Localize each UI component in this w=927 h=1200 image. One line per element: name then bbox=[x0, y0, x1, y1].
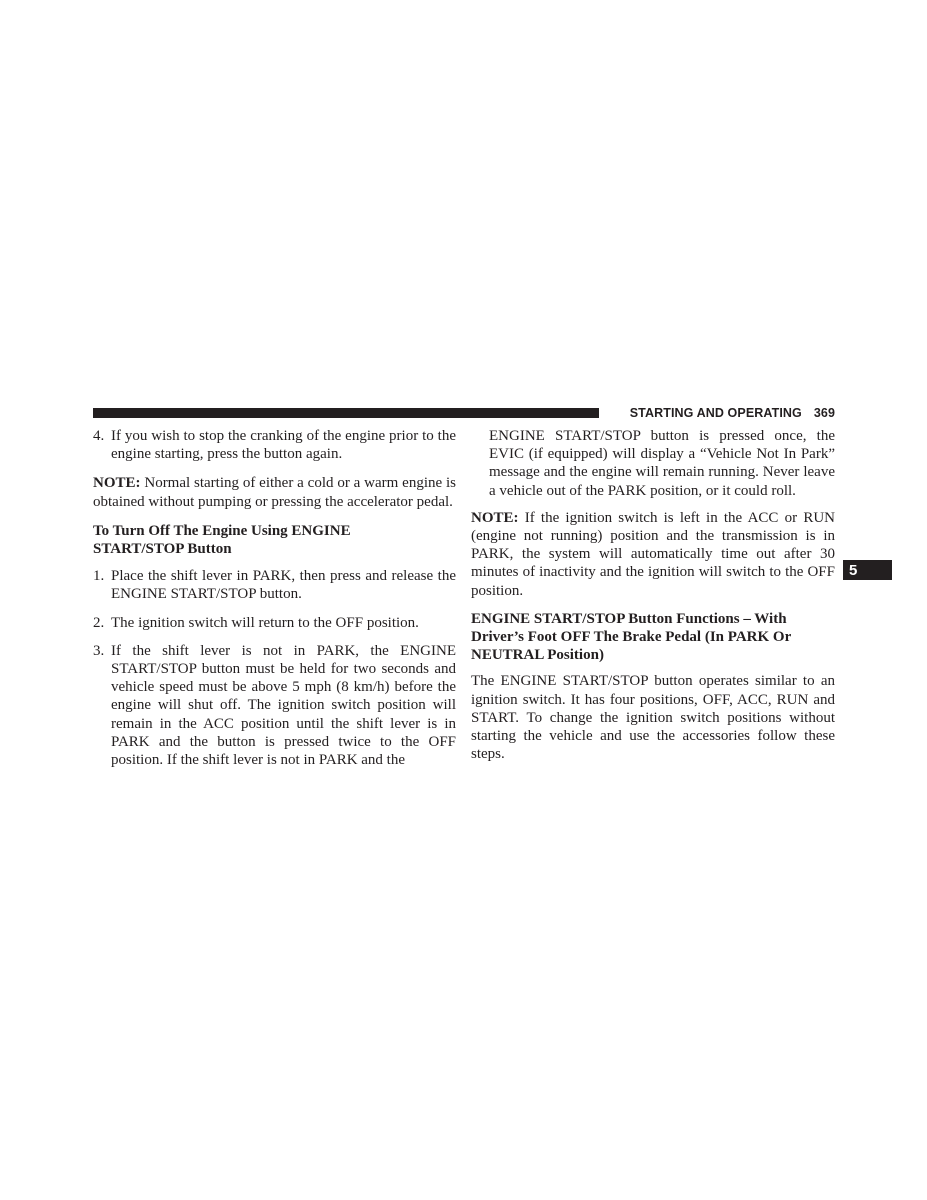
note-label: NOTE: bbox=[93, 475, 141, 492]
list-item-4 bbox=[93, 427, 456, 463]
section-title: STARTING AND OPERATING bbox=[629, 406, 802, 420]
list-text: The ignition switch will return to the OFF position. bbox=[111, 614, 419, 631]
note-text: Normal starting of either a cold or a warm engine is obtained without pumping or pressing the accelerator pedal. bbox=[93, 475, 456, 510]
list-text: Place the shift lever in PARK, then press and release the ENGINE START/STOP button. bbox=[111, 568, 456, 603]
note-text: If the ignition switch is left in the ACC or RUN (engine not running) position and the transmission is in PARK, the system will automatically time out after 30 minutes of inactivity and the ignition will switch to the OFF position. bbox=[471, 509, 835, 599]
section-heading: ENGINE START/STOP Button Functions – With Driver’s Foot OFF The Brake Pedal (In PARK Or NEUTRAL Position) bbox=[471, 610, 791, 664]
list-text: If you wish to stop the cranking of the engine prior to the engine starting, press the button again. bbox=[111, 428, 456, 463]
continued-list-text: ENGINE START/STOP button is pressed once, the EVIC (if equipped) will display a “Vehicle Not In Park” message and the engine will remain running. Never leave a vehicle out of the PARK position, or it could roll. bbox=[489, 428, 835, 499]
note-paragraph bbox=[471, 509, 835, 600]
right-column bbox=[471, 427, 835, 763]
note-label: NOTE: bbox=[471, 509, 519, 526]
chapter-number: 5 bbox=[849, 561, 858, 579]
list-item-3 bbox=[93, 642, 456, 769]
note-paragraph bbox=[93, 474, 456, 510]
list-number: 3. bbox=[93, 642, 105, 659]
left-column bbox=[93, 427, 456, 769]
list-number: 1. bbox=[93, 568, 105, 585]
running-header bbox=[607, 404, 835, 422]
list-number: 2. bbox=[93, 614, 105, 631]
section-heading: To Turn Off The Engine Using ENGINE START/STOP Button bbox=[93, 522, 351, 558]
page-number: 369 bbox=[813, 406, 835, 420]
body-paragraph: The ENGINE START/STOP button operates similar to an ignition switch. It has four positions, OFF, ACC, RUN and START. To change the ignition switch positions without starting the vehicle and use the accessories follow these steps. bbox=[471, 673, 835, 763]
list-text: If the shift lever is not in PARK, the ENGINE START/STOP button must be held for two seconds and vehicle speed must be above 5 mph (8 km/h) before the engine will shut off. The ignition switch position will remain in the ACC position until the shift lever is in PARK and the button is pressed twice to the OFF position. If the shift lever is not in PARK and the bbox=[111, 642, 456, 769]
list-number: 4. bbox=[93, 428, 105, 444]
header-rule bbox=[93, 408, 599, 418]
list-item-1 bbox=[93, 567, 456, 603]
list-item-2 bbox=[93, 614, 456, 632]
chapter-tab bbox=[843, 560, 892, 580]
